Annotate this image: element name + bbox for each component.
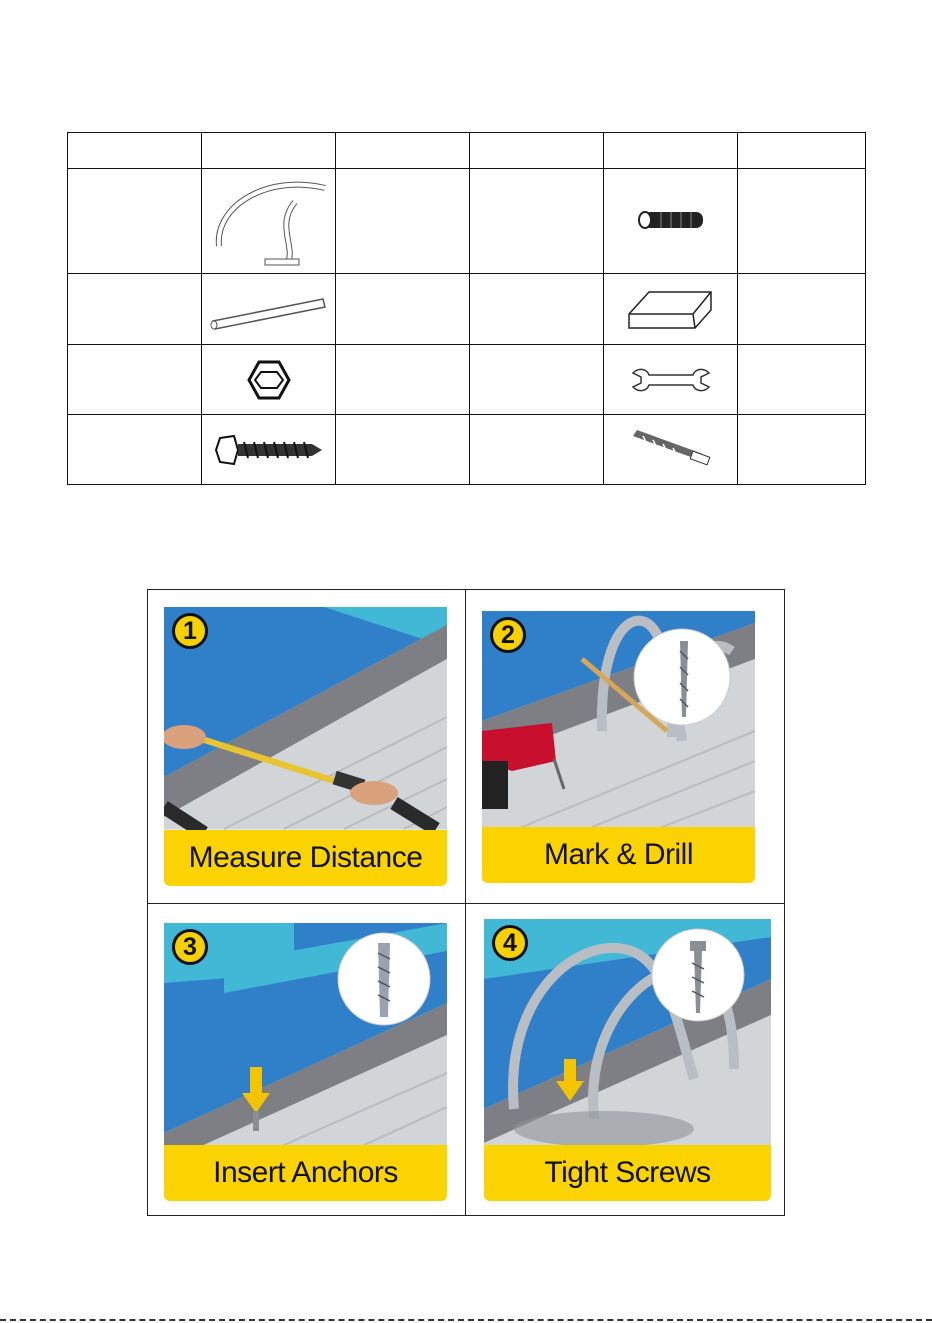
step-4-panel — [484, 919, 771, 1201]
table-cell — [470, 345, 604, 415]
table-cell — [738, 169, 866, 274]
step-number-badge: 3 — [172, 929, 208, 965]
handrail-icon — [202, 169, 336, 274]
table-cell — [68, 345, 202, 415]
table-cell — [470, 169, 604, 274]
table-row — [68, 169, 866, 274]
pad-icon — [604, 274, 738, 345]
page-footer-divider — [0, 1319, 932, 1321]
step-caption: Mark & Drill — [482, 827, 755, 883]
parts-table — [67, 132, 866, 485]
table-cell — [470, 274, 604, 345]
step-caption: Insert Anchors — [164, 1145, 447, 1201]
step-caption: Tight Screws — [484, 1145, 771, 1201]
step-caption: Measure Distance — [164, 830, 447, 886]
header-cell — [470, 133, 604, 169]
table-cell — [738, 274, 866, 345]
header-cell — [738, 133, 866, 169]
table-cell — [68, 415, 202, 485]
table-cell — [336, 415, 470, 485]
step-number-badge: 2 — [490, 617, 526, 653]
table-row — [68, 345, 866, 415]
table-cell — [738, 345, 866, 415]
step-2-panel — [482, 611, 755, 883]
table-cell — [738, 415, 866, 485]
table-row — [68, 415, 866, 485]
header-cell — [202, 133, 336, 169]
drill-bit-icon — [604, 415, 738, 485]
hex-cap-icon — [202, 345, 336, 415]
table-header-row — [68, 133, 866, 169]
grid-divider-horizontal — [148, 903, 784, 904]
step-1-panel — [164, 607, 447, 886]
table-cell — [336, 274, 470, 345]
step-number-badge: 4 — [492, 925, 528, 961]
table-cell — [336, 169, 470, 274]
lag-screw-icon — [202, 415, 336, 485]
table-cell — [68, 169, 202, 274]
header-cell — [68, 133, 202, 169]
table-cell — [470, 415, 604, 485]
header-cell — [604, 133, 738, 169]
table-cell — [336, 345, 470, 415]
table-row — [68, 274, 866, 345]
table-cell — [68, 274, 202, 345]
anchor-icon — [604, 169, 738, 274]
rod-icon — [202, 274, 336, 345]
installation-steps-grid — [147, 589, 785, 1216]
wrench-icon — [604, 345, 738, 415]
step-3-panel — [164, 923, 447, 1201]
header-cell — [336, 133, 470, 169]
step-number-badge: 1 — [172, 613, 208, 649]
